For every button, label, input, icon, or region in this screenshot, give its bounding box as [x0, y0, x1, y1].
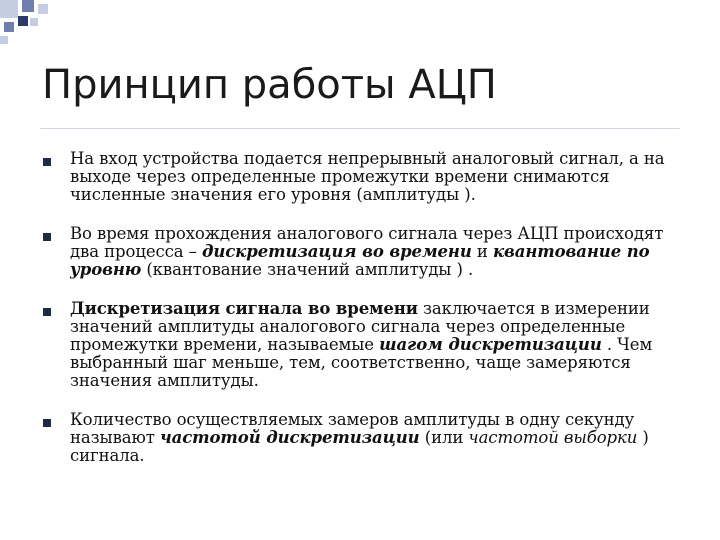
text-run: . Чем выбранный шаг меньше, тем, соответственно, чаще замеряются значения амплитуды.	[70, 335, 653, 390]
text-run: (квантование значений амплитуды ) .	[141, 260, 474, 279]
emphasis-term: частотой выборки	[468, 428, 638, 447]
emphasis-term: квантование по уровню	[70, 242, 650, 279]
emphasis-term: дискретизация во времени	[201, 242, 472, 261]
bullet-item	[40, 225, 670, 279]
deco-square	[18, 16, 28, 26]
emphasis-term: шагом дискретизации	[379, 335, 602, 354]
square-bullet-icon	[43, 233, 51, 241]
text-run: заключается в измерении значений амплитуды аналогового сигнала через определенные промежутки времени, называемые	[70, 299, 650, 354]
text-run: ) сигнала.	[70, 428, 649, 465]
bullet-item	[40, 411, 670, 465]
square-bullet-icon	[43, 308, 51, 316]
bullet-item	[40, 300, 670, 390]
deco-square	[4, 22, 14, 32]
bullet-list	[40, 150, 670, 465]
deco-square	[30, 18, 38, 26]
bullet-text	[70, 225, 670, 279]
text-run: и	[471, 242, 493, 261]
deco-square	[0, 0, 18, 18]
deco-square	[38, 4, 48, 14]
bullet-text	[70, 411, 670, 465]
text-run: На вход устройства подается непрерывный аналоговый сигнал, а на выходе через определенные промежутки времени снимаются численные значения его уровня (амплитуды ).	[70, 149, 665, 204]
title-divider	[40, 128, 680, 129]
square-bullet-icon	[43, 419, 51, 427]
bullet-text	[70, 150, 670, 204]
deco-square	[0, 36, 8, 44]
emphasis-term: частотой дискретизации	[159, 428, 420, 447]
text-run: Во время прохождения аналогового сигнала через АЦП происходят два процесса –	[70, 224, 664, 261]
text-run: (или	[419, 428, 469, 447]
square-bullet-icon	[43, 158, 51, 166]
text-run: Количество осуществляемых замеров амплитуды в одну секунду называют	[70, 410, 635, 447]
bullet-text	[70, 300, 670, 390]
bullet-item	[40, 150, 670, 204]
slide-title: Принцип работы АЦП	[42, 62, 497, 108]
emphasis-term: Дискретизация сигнала во времени	[70, 299, 418, 318]
deco-square	[22, 0, 34, 12]
